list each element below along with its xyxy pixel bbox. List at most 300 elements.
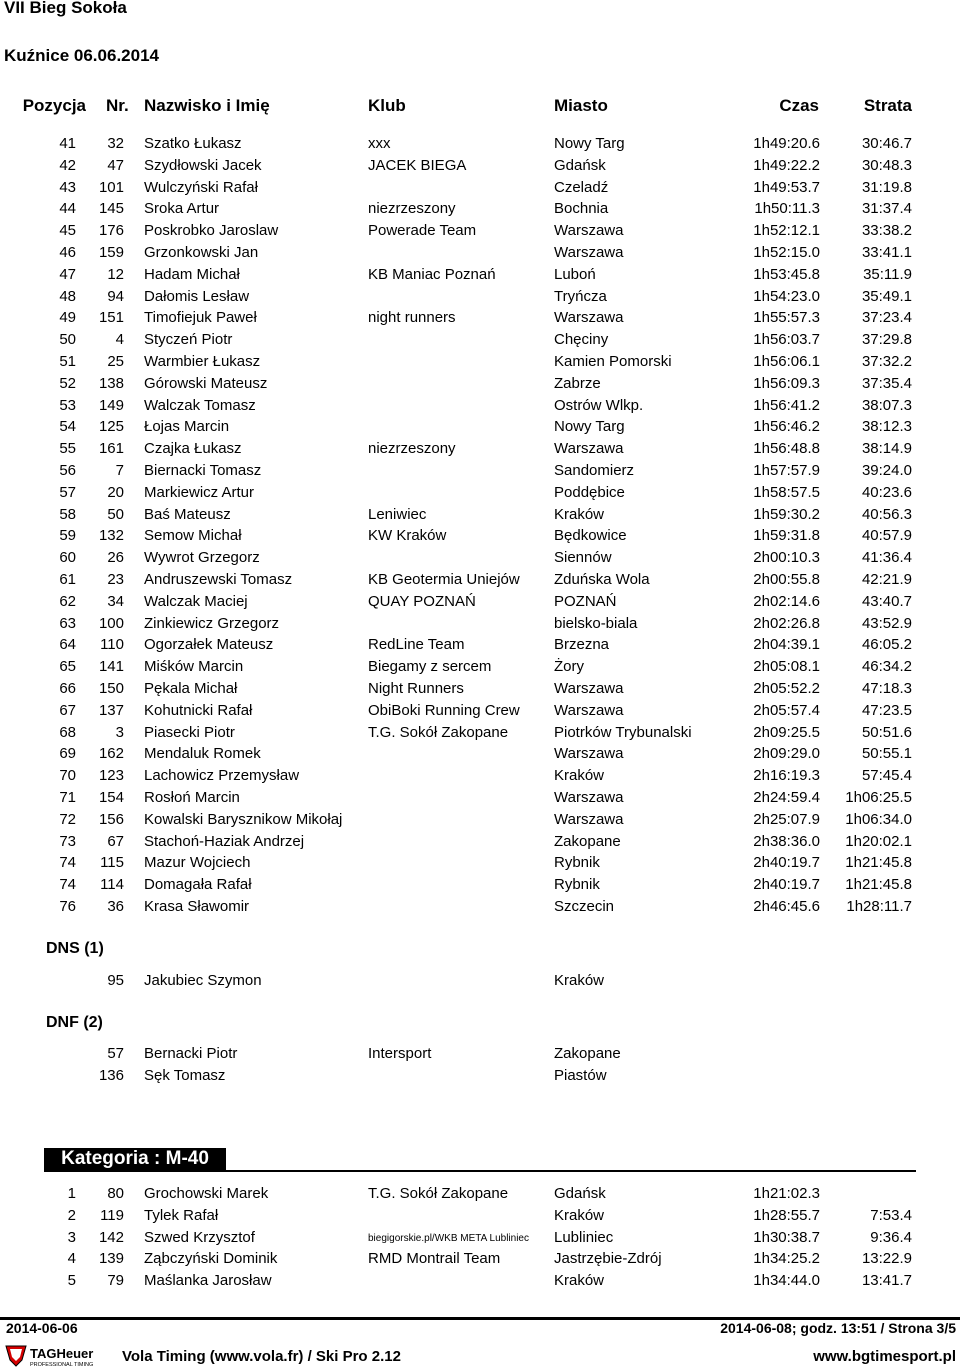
cell-time: 1h49:53.7: [753, 178, 820, 196]
cell-name: Pękala Michał: [144, 679, 238, 697]
cell-position: 70: [59, 767, 76, 785]
table-row: [0, 634, 960, 656]
cell-city: Kraków: [554, 1206, 605, 1224]
cell-name: Timofiejuk Paweł: [144, 309, 257, 327]
cell-time: 1h56:09.3: [753, 374, 820, 392]
cell-gap: 13:22.9: [861, 1250, 912, 1268]
cell-city: Warszawa: [554, 701, 624, 719]
cell-club: ObiBoki Running Crew: [368, 701, 520, 719]
cell-city: Siennów: [554, 549, 612, 567]
cell-bib-number: 114: [100, 876, 124, 894]
dns-heading: DNS (1): [46, 940, 104, 957]
cell-name: Mendaluk Romek: [144, 745, 261, 763]
table-row: [0, 831, 960, 853]
cell-bib-number: 25: [107, 352, 124, 370]
cell-city: Warszawa: [554, 745, 624, 763]
cell-position: 45: [59, 222, 76, 240]
table-row: [0, 896, 960, 918]
footer-software: Vola Timing (www.vola.fr) / Ski Pro 2.12: [122, 1348, 401, 1365]
cell-bib-number: 137: [98, 701, 124, 719]
cell-name: Mazur Wojciech: [144, 854, 251, 872]
cell-bib-number: 110: [100, 636, 124, 654]
table-row: [0, 264, 960, 286]
cell-gap: 42:21.9: [861, 570, 912, 588]
table-row: [0, 482, 960, 504]
cell-bib-number: 26: [107, 549, 124, 567]
cell-bib-number: 176: [98, 222, 124, 240]
table-row: [0, 177, 960, 199]
cell-position: 59: [59, 527, 76, 545]
cell-name: Lachowicz Przemysław: [144, 767, 300, 785]
cell-city: Gdańsk: [554, 1185, 606, 1202]
table-row: [0, 286, 960, 308]
cell-bib-number: 145: [98, 200, 124, 218]
cell-city: Kraków: [554, 1272, 605, 1290]
cell-gap: 30:46.7: [861, 135, 912, 152]
cell-city: Żory: [554, 658, 584, 676]
cell-time: 1h34:25.2: [753, 1250, 820, 1268]
table-row: [0, 1205, 960, 1227]
cell-time: 1h28:55.7: [753, 1206, 820, 1224]
cell-city: Ostrów Wlkp.: [554, 396, 644, 414]
cell-city: Szczecin: [554, 897, 615, 915]
table-row: [0, 1183, 960, 1205]
cell-position: 74: [59, 876, 76, 894]
cell-bib-number: 36: [107, 897, 124, 915]
cell-gap: 1h21:45.8: [845, 876, 912, 894]
logo-text: TAGHeuer: [30, 1346, 94, 1361]
cell-name: Poskrobko Jaroslaw: [144, 222, 279, 240]
col-time: Czas: [779, 96, 819, 115]
cell-position: 73: [59, 832, 76, 850]
cell-position: 47: [59, 265, 76, 283]
table-row: [0, 198, 960, 220]
cell-position: 5: [67, 1272, 76, 1290]
cell-bib-number: 80: [107, 1185, 124, 1202]
cell-name: Grzonkowski Jan: [144, 243, 259, 261]
table-row: [0, 329, 960, 351]
cell-name: Ogorzałek Mateusz: [144, 636, 274, 654]
cell-time: 1h58:57.5: [753, 483, 820, 501]
footer-print-info: 2014-06-08; godz. 13:51 / Strona 3/5: [720, 1320, 956, 1336]
cell-time: 2h04:39.1: [753, 636, 820, 654]
cell-club: Biegamy z sercem: [368, 658, 492, 676]
cell-city: Bochnia: [554, 200, 609, 218]
cell-gap: 39:24.0: [861, 461, 912, 479]
cell-position: 55: [59, 440, 76, 458]
cell-city: POZNAŃ: [554, 592, 617, 610]
cell-gap: 35:49.1: [861, 287, 912, 305]
cell-club: KB Geotermia Uniejów: [368, 570, 520, 588]
cell-name: Szydłowski Jacek: [144, 156, 262, 174]
cell-name: Maślanka Jarosław: [144, 1272, 272, 1290]
table-row: [0, 395, 960, 417]
cell-bib-number: 101: [98, 178, 124, 196]
cell-gap: 9:36.4: [870, 1228, 912, 1246]
col-club: Klub: [368, 96, 406, 115]
cell-bib-number: 150: [98, 679, 124, 697]
cell-name: Sęk Tomasz: [144, 1066, 226, 1084]
cell-name: Dałomis Lesław: [144, 287, 250, 305]
cell-bib-number: 47: [107, 156, 124, 174]
cell-position: 71: [59, 788, 76, 806]
cell-city: Warszawa: [554, 810, 624, 828]
cell-name: Hadam Michał: [144, 265, 240, 283]
cell-time: 2h02:26.8: [753, 614, 820, 632]
cell-time: 2h40:19.7: [753, 876, 820, 894]
table-row: [0, 569, 960, 591]
cell-bib-number: 12: [107, 265, 124, 283]
cell-gap: 46:34.2: [861, 658, 912, 676]
cell-gap: 40:23.6: [861, 483, 912, 501]
cell-gap: 38:12.3: [861, 418, 912, 436]
table-row: [0, 438, 960, 460]
cell-name: Biernacki Tomasz: [144, 461, 262, 479]
cell-name: Markiewicz Artur: [144, 483, 255, 501]
table-row: [0, 1227, 960, 1249]
cell-city: Nowy Targ: [554, 135, 625, 152]
table-row: [0, 242, 960, 264]
cell-club: Night Runners: [368, 679, 464, 697]
cell-name: Semow Michał: [144, 527, 242, 545]
cell-club: QUAY POZNAŃ: [368, 592, 476, 610]
cell-time: 1h49:22.2: [753, 156, 820, 174]
tagheuer-logo: [4, 1344, 112, 1368]
table-row: [0, 504, 960, 526]
cell-name: Baś Mateusz: [144, 505, 231, 523]
cell-name: Walczak Tomasz: [144, 396, 256, 414]
table-row: [0, 970, 960, 992]
cell-gap: 31:19.8: [861, 178, 912, 196]
cell-bib-number: 159: [98, 243, 124, 261]
cell-city: Zakopane: [554, 832, 621, 850]
cell-bib-number: 142: [98, 1228, 124, 1246]
cell-bib-number: 125: [98, 418, 124, 436]
page-title: VII Bieg Sokoła: [4, 0, 127, 17]
cell-time: 1h57:57.9: [753, 461, 820, 479]
cell-position: 56: [59, 461, 76, 479]
cell-club: T.G. Sokół Zakopane: [368, 1185, 509, 1202]
cell-time: 2h16:19.3: [753, 767, 820, 785]
cell-position: 41: [59, 135, 76, 152]
cell-time: 2h24:59.4: [753, 788, 820, 806]
cell-bib-number: 154: [98, 788, 124, 806]
cell-position: 66: [59, 679, 76, 697]
cell-city: Zabrze: [554, 374, 601, 392]
cell-position: 57: [59, 483, 76, 501]
cell-gap: 57:45.4: [861, 767, 912, 785]
cell-city: Czeladź: [554, 178, 609, 196]
cell-bib-number: 161: [98, 440, 124, 458]
cell-bib-number: 115: [100, 854, 124, 872]
cell-city: Piastów: [554, 1066, 607, 1084]
cell-bib-number: 7: [115, 461, 124, 479]
cell-name: Walczak Maciej: [144, 592, 248, 610]
cell-time: 2h00:55.8: [753, 570, 820, 588]
table-row: [0, 656, 960, 678]
cell-gap: 33:38.2: [861, 222, 912, 240]
cell-gap: 40:56.3: [861, 505, 912, 523]
cell-gap: 1h06:34.0: [845, 810, 912, 828]
table-row: [0, 133, 960, 155]
results-header: [0, 96, 960, 116]
cell-club: niezrzeszony: [368, 200, 456, 218]
cell-time: 1h21:02.3: [753, 1185, 820, 1202]
table-row: [0, 591, 960, 613]
cell-name: Grochowski Marek: [144, 1185, 269, 1202]
cell-gap: 37:29.8: [861, 331, 912, 349]
cell-time: 1h59:31.8: [753, 527, 820, 545]
col-city: Miasto: [554, 96, 608, 115]
cell-time: 2h46:45.6: [753, 897, 820, 915]
table-row: [0, 852, 960, 874]
cell-city: Gdańsk: [554, 156, 606, 174]
cell-gap: 37:32.2: [861, 352, 912, 370]
table-row: [0, 307, 960, 329]
cell-club: Powerade Team: [368, 222, 477, 240]
cell-club: biegigorskie.pl/WKB META Lubliniec: [368, 1232, 529, 1244]
cell-name: Tylek Rafał: [144, 1206, 219, 1224]
dnf-table: [0, 1043, 960, 1087]
cell-city: Kraków: [554, 767, 605, 785]
cell-city: Warszawa: [554, 788, 624, 806]
cell-time: 1h53:45.8: [753, 265, 820, 283]
cell-position: 58: [59, 505, 76, 523]
cell-bib-number: 57: [107, 1045, 124, 1062]
cell-city: Nowy Targ: [554, 418, 625, 436]
cell-bib-number: 156: [98, 810, 124, 828]
col-number: Nr.: [106, 96, 129, 115]
cell-name: Warmbier Łukasz: [144, 352, 261, 370]
cell-club: RMD Montrail Team: [368, 1250, 501, 1268]
cell-name: Łojas Marcin: [144, 418, 230, 436]
cell-position: 60: [59, 549, 76, 567]
cell-gap: 7:53.4: [870, 1206, 912, 1224]
cell-name: Ząbczyński Dominik: [144, 1250, 278, 1268]
cell-city: Chęciny: [554, 331, 609, 349]
cell-club: KB Maniac Poznań: [368, 265, 496, 283]
cell-position: 65: [59, 658, 76, 676]
cell-city: Rybnik: [554, 854, 600, 872]
table-row: [0, 1248, 960, 1270]
cell-gap: 47:23.5: [861, 701, 912, 719]
cell-city: Piotrków Trybunalski: [554, 723, 692, 741]
cell-bib-number: 123: [98, 767, 124, 785]
cell-gap: 40:57.9: [861, 527, 912, 545]
category-heading: Kategoria : M-40: [44, 1148, 226, 1170]
cell-gap: 47:18.3: [861, 679, 912, 697]
cell-position: 74: [59, 854, 76, 872]
cell-city: Zakopane: [554, 1045, 621, 1062]
cell-bib-number: 141: [98, 658, 124, 676]
cell-name: Rosłoń Marcin: [144, 788, 240, 806]
cell-gap: 31:37.4: [861, 200, 912, 218]
cell-time: 2h05:57.4: [753, 701, 820, 719]
cell-gap: 43:52.9: [861, 614, 912, 632]
cell-time: 1h52:15.0: [753, 243, 820, 261]
cell-bib-number: 94: [107, 287, 124, 305]
cell-bib-number: 79: [107, 1272, 124, 1290]
cell-position: 1: [67, 1185, 76, 1202]
cell-position: 61: [59, 570, 76, 588]
cell-gap: 13:41.7: [861, 1272, 912, 1290]
cell-city: Warszawa: [554, 243, 624, 261]
cell-city: Warszawa: [554, 440, 624, 458]
cell-club: night runners: [368, 309, 456, 327]
cell-city: Tryńcza: [554, 287, 607, 305]
table-row: [0, 765, 960, 787]
cell-time: 1h54:23.0: [753, 287, 820, 305]
cell-position: 2: [67, 1206, 76, 1224]
cell-bib-number: 151: [98, 309, 124, 327]
table-row: [0, 613, 960, 635]
table-row: [0, 155, 960, 177]
cell-gap: 1h20:02.1: [845, 832, 912, 850]
cell-club: Leniwiec: [368, 505, 427, 523]
logo-subtext: PROFESSIONAL TIMING: [30, 1362, 94, 1368]
cell-city: Brzezna: [554, 636, 610, 654]
cell-name: Stachoń-Haziak Andrzej: [144, 832, 305, 850]
cell-gap: 41:36.4: [861, 549, 912, 567]
cell-time: 1h56:48.8: [753, 440, 820, 458]
cell-name: Szwed Krzysztof: [144, 1228, 255, 1246]
cell-bib-number: 23: [107, 570, 124, 588]
cell-position: 67: [59, 701, 76, 719]
cell-position: 49: [59, 309, 76, 327]
cell-time: 2h05:52.2: [753, 679, 820, 697]
cell-bib-number: 3: [115, 723, 124, 741]
cell-time: 1h30:38.7: [753, 1228, 820, 1246]
cell-gap: 1h06:25.5: [845, 788, 912, 806]
cell-time: 2h02:14.6: [753, 592, 820, 610]
cell-time: 2h09:29.0: [753, 745, 820, 763]
cell-position: 50: [59, 331, 76, 349]
table-row: [0, 700, 960, 722]
cell-position: 72: [59, 810, 76, 828]
cell-gap: 43:40.7: [861, 592, 912, 610]
cell-position: 51: [59, 352, 76, 370]
cell-name: Jakubiec Szymon: [144, 972, 262, 989]
cell-bib-number: 132: [98, 527, 124, 545]
cell-name: Wulczyński Rafał: [144, 178, 258, 196]
cell-gap: 38:14.9: [861, 440, 912, 458]
cell-name: Czajka Łukasz: [144, 440, 242, 458]
cell-name: Miśków Marcin: [144, 658, 244, 676]
cell-time: 1h56:03.7: [753, 331, 820, 349]
cell-bib-number: 100: [98, 614, 124, 632]
cell-bib-number: 136: [98, 1066, 124, 1084]
col-gap: Strata: [863, 96, 912, 115]
cell-gap: 50:51.6: [861, 723, 912, 741]
cell-time: 1h50:11.3: [754, 200, 820, 218]
cell-gap: 37:35.4: [861, 374, 912, 392]
table-row: [0, 547, 960, 569]
cell-time: 1h56:06.1: [753, 352, 820, 370]
cell-city: Jastrzębie-Zdrój: [554, 1250, 662, 1268]
cell-position: 44: [59, 200, 76, 218]
table-row: [0, 743, 960, 765]
cell-club: JACEK BIEGA: [368, 156, 467, 174]
category-divider: [44, 1170, 916, 1172]
cell-time: 2h38:36.0: [753, 832, 820, 850]
cell-time: 2h00:10.3: [753, 549, 820, 567]
cell-city: Kraków: [554, 505, 605, 523]
cell-time: 1h34:44.0: [753, 1272, 820, 1290]
cell-position: 3: [67, 1228, 76, 1246]
cell-bib-number: 4: [115, 331, 124, 349]
cell-gap: 35:11.9: [863, 265, 912, 283]
footer-date: 2014-06-06: [6, 1320, 78, 1336]
col-name: Nazwisko i Imię: [144, 96, 270, 115]
cell-name: Domagała Rafał: [144, 876, 252, 894]
cell-city: Luboń: [554, 265, 596, 283]
cell-gap: 1h28:11.7: [846, 897, 912, 915]
table-row: [0, 525, 960, 547]
table-row: [0, 351, 960, 373]
cell-gap: 1h21:45.8: [845, 854, 912, 872]
cell-name: Górowski Mateusz: [144, 374, 268, 392]
cell-city: Sandomierz: [554, 461, 635, 479]
cell-club: KW Kraków: [368, 527, 447, 545]
cell-bib-number: 50: [107, 505, 124, 523]
cell-city: bielsko-biala: [554, 614, 638, 632]
cell-club: xxx: [368, 135, 391, 152]
cell-position: 69: [59, 745, 76, 763]
col-position: Pozycja: [22, 96, 86, 115]
cell-city: Poddębice: [554, 483, 625, 501]
table-row: [0, 787, 960, 809]
cell-bib-number: 34: [107, 592, 124, 610]
cell-bib-number: 20: [107, 483, 124, 501]
cell-time: 2h09:25.5: [753, 723, 820, 741]
table-row: [0, 373, 960, 395]
cell-name: Piasecki Piotr: [144, 723, 235, 741]
cell-position: 43: [59, 178, 76, 196]
cell-time: 2h40:19.7: [753, 854, 820, 872]
cell-time: 1h56:41.2: [753, 396, 820, 414]
table-row: [0, 1270, 960, 1292]
cell-gap: 33:41.1: [861, 243, 912, 261]
category-table: [0, 1183, 960, 1292]
table-row: [0, 722, 960, 744]
cell-position: 53: [59, 396, 76, 414]
cell-bib-number: 119: [100, 1206, 124, 1224]
cell-position: 42: [59, 156, 76, 174]
table-row: [0, 460, 960, 482]
cell-position: 63: [59, 614, 76, 632]
cell-bib-number: 162: [98, 745, 124, 763]
cell-position: 48: [59, 287, 76, 305]
cell-name: Zinkiewicz Grzegorz: [144, 614, 280, 632]
cell-club: Intersport: [368, 1045, 432, 1062]
table-row: [0, 809, 960, 831]
cell-position: 68: [59, 723, 76, 741]
table-row: [0, 1065, 960, 1087]
cell-club: niezrzeszony: [368, 440, 456, 458]
cell-gap: 50:55.1: [861, 745, 912, 763]
cell-time: 1h52:12.1: [753, 222, 820, 240]
cell-name: Krasa Sławomir: [144, 897, 250, 915]
cell-time: 1h56:46.2: [753, 418, 820, 436]
dns-table: [0, 970, 960, 992]
cell-bib-number: 138: [98, 374, 124, 392]
cell-position: 62: [59, 592, 76, 610]
cell-city: Kamien Pomorski: [554, 352, 672, 370]
table-row: [0, 874, 960, 896]
table-row: [0, 416, 960, 438]
cell-time: 1h49:20.6: [753, 135, 820, 152]
cell-time: 1h55:57.3: [753, 309, 820, 327]
